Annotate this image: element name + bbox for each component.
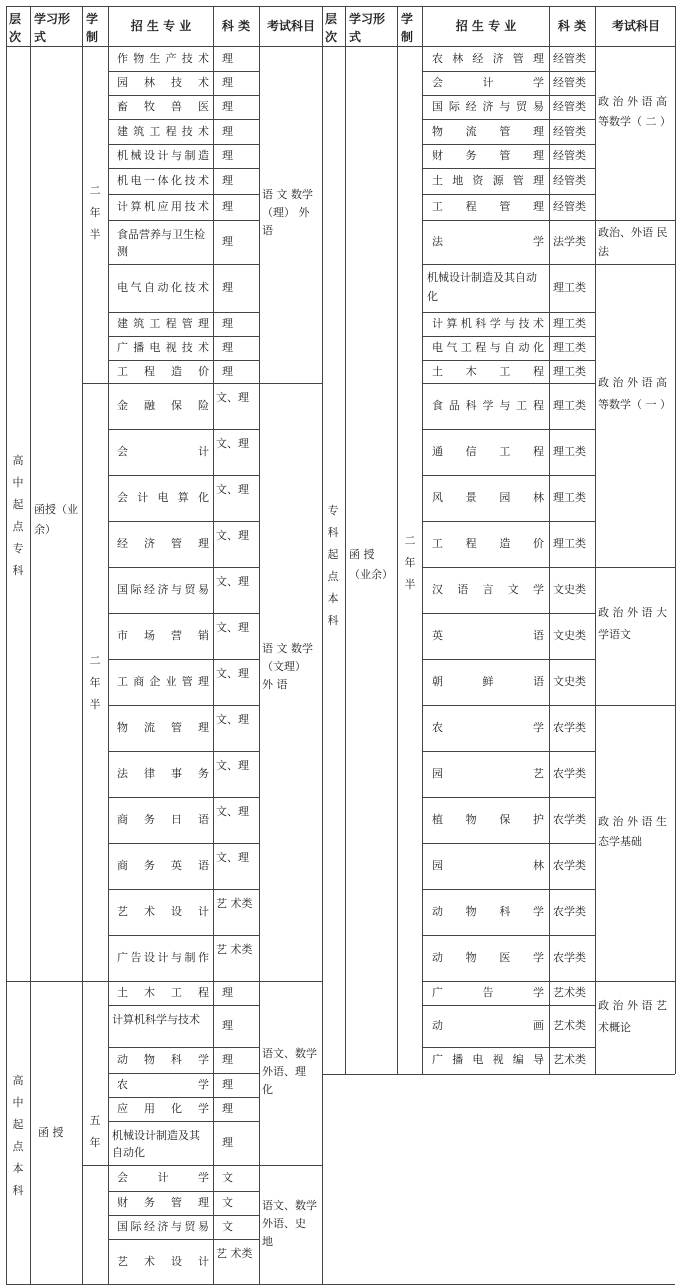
major-row: 法 学 <box>432 235 544 248</box>
table-border <box>422 521 595 522</box>
header-major-right: 招 生 专 业 <box>455 19 517 33</box>
major-row: 商 务 英 语 <box>117 859 209 872</box>
category-cell: 理 <box>222 1078 233 1091</box>
category-cell: 理工类 <box>553 445 586 458</box>
major-row: 动 物 科 学 <box>117 1053 209 1066</box>
category-cell: 理 <box>222 174 233 187</box>
table-border <box>549 6 550 1074</box>
table-border <box>422 935 595 936</box>
table-border <box>82 1165 108 1166</box>
table-border <box>595 705 675 706</box>
category-cell: 理 <box>222 76 233 89</box>
major-row: 作 物 生 产 技 术 <box>117 51 209 65</box>
exam-subjects-b: 语 文 数学（文理） 外 语 <box>262 642 313 691</box>
major-row: 计 算 机 科 学 与 技 术 <box>432 317 544 330</box>
major-row: 机 械 设 计 与 制 造 <box>117 149 209 162</box>
table-border <box>108 1215 259 1216</box>
category-cell: 理工类 <box>553 341 586 354</box>
major-row: 物 流 管 理 <box>432 124 544 138</box>
category-cell: 理 <box>222 986 233 999</box>
table-border <box>108 1005 259 1006</box>
category-cell: 理工类 <box>553 317 586 330</box>
major-row: 机 电 一 体 化 技 术 <box>117 174 209 187</box>
table-border <box>108 1165 259 1166</box>
table-border <box>108 613 259 614</box>
table-border <box>30 6 31 1284</box>
category-cell: 文、理 <box>216 851 249 864</box>
table-border <box>6 1284 675 1285</box>
table-border <box>422 360 595 361</box>
category-cell: 文 <box>222 1196 233 1209</box>
exam-subjects-c: 语文、数学外语、理 化 <box>262 1047 317 1096</box>
category-cell: 文史类 <box>553 675 586 688</box>
category-cell: 文、理 <box>216 391 249 404</box>
category-cell: 文、理 <box>216 437 249 450</box>
major-row: 土 木 工 程 <box>432 364 544 378</box>
major-row: 英 语 <box>432 629 544 642</box>
major-row: 园 林 <box>432 859 544 872</box>
table-border <box>422 981 595 982</box>
table-border <box>108 751 259 752</box>
header-duration: 学制 <box>86 12 99 44</box>
table-border <box>345 6 346 1074</box>
category-cell: 艺术类 <box>553 1053 586 1066</box>
table-border <box>108 1121 259 1122</box>
major-row: 国 际 经 济 与 贸 易 <box>432 100 544 113</box>
study-form-right: 函 授 （业余） <box>349 548 393 581</box>
table-border <box>108 220 259 221</box>
table-border <box>259 383 322 384</box>
category-cell: 经管类 <box>553 124 586 138</box>
table-border <box>108 1047 259 1048</box>
category-cell: 理工类 <box>553 364 586 378</box>
table-border <box>595 981 675 982</box>
major-row: 艺 术 设 计 <box>117 905 209 918</box>
category-cell: 理 <box>222 100 233 113</box>
exam-subjects-r1: 政 治 外 语 高等数学（ 二 ） <box>598 95 671 128</box>
table-border <box>6 46 675 47</box>
table-border <box>422 659 595 660</box>
table-border <box>422 429 595 430</box>
category-cell: 理 <box>222 1053 233 1066</box>
table-border <box>108 475 259 476</box>
category-cell: 理 <box>222 200 233 213</box>
table-border <box>108 1073 259 1074</box>
exam-subjects-r4: 政 治 外 语 生态学基础 <box>598 815 667 848</box>
major-row: 建 筑 工 程 管 理 <box>117 317 209 330</box>
table-border <box>675 6 676 1074</box>
table-border <box>108 1097 259 1098</box>
category-cell: 文史类 <box>553 583 586 596</box>
table-border <box>108 264 259 265</box>
major-row: 财 务 管 理 <box>432 149 544 162</box>
category-cell: 农学类 <box>553 859 586 872</box>
header-duration-right: 学制 <box>401 12 414 44</box>
major-row: 食品营养与卫生检测 <box>117 228 205 258</box>
category-cell: 理 <box>222 341 233 354</box>
category-cell: 文、理 <box>216 483 249 496</box>
table-border <box>108 659 259 660</box>
header-exam: 考试科目 <box>266 19 315 33</box>
table-border <box>422 843 595 844</box>
table-border <box>322 1074 675 1075</box>
header-level: 层次 <box>9 12 22 44</box>
level-high-school-to-bachelor: 高中起点本科 <box>12 1074 24 1197</box>
table-border <box>108 6 109 1284</box>
category-cell: 经管类 <box>553 100 586 113</box>
table-border <box>422 220 595 221</box>
major-row: 畜 牧 兽 医 <box>117 100 209 113</box>
table-border <box>108 119 259 120</box>
category-cell: 理工类 <box>553 399 586 412</box>
exam-subjects-a: 语 文 数学（理） 外 语 <box>262 188 313 237</box>
table-border <box>422 383 595 384</box>
major-row: 通 信 工 程 <box>432 445 544 458</box>
category-cell: 理 <box>222 235 233 248</box>
table-border <box>422 119 595 120</box>
table-border <box>422 751 595 752</box>
category-cell: 理 <box>222 317 233 330</box>
study-form-gqz: 函授（业余） <box>34 503 78 536</box>
category-cell: 理 <box>222 1019 233 1032</box>
category-cell: 文、理 <box>216 667 249 680</box>
table-border <box>108 336 259 337</box>
major-row: 机械设计制造及其自动化 <box>427 271 537 303</box>
table-border <box>6 6 675 7</box>
table-border <box>108 312 259 313</box>
category-cell: 文、理 <box>216 621 249 634</box>
table-border <box>422 95 595 96</box>
major-row: 艺 术 设 计 <box>117 1254 209 1268</box>
duration-b: 二年半 <box>89 654 101 711</box>
category-cell: 文 <box>222 1171 233 1184</box>
level-college-to-bachelor: 专科起点本科 <box>327 504 339 627</box>
major-row: 会 计 学 <box>117 1171 209 1184</box>
table-border <box>422 336 595 337</box>
table-border <box>108 1191 259 1192</box>
category-cell: 经管类 <box>553 174 586 187</box>
major-row: 经 济 管 理 <box>117 537 209 550</box>
category-cell: 理 <box>222 281 233 294</box>
major-row: 广 告 学 <box>432 986 544 999</box>
table-border <box>595 567 675 568</box>
major-row: 风 景 园 林 <box>432 491 544 504</box>
study-form-gqb: 函 授 <box>38 1126 64 1139</box>
major-row: 会 计 学 <box>432 76 544 89</box>
category-cell: 经管类 <box>553 76 586 89</box>
category-cell: 农学类 <box>553 813 586 826</box>
major-row: 植 物 保 护 <box>432 813 544 826</box>
header-study-form-right: 学习形式 <box>349 12 386 44</box>
table-border <box>108 935 259 936</box>
exam-subjects-d: 语文、数学外语、史 地 <box>262 1199 317 1248</box>
major-row: 汉 语 言 文 学 <box>432 583 544 596</box>
table-border <box>422 264 595 265</box>
category-cell: 理工类 <box>553 537 586 550</box>
table-border <box>422 1047 595 1048</box>
major-row: 财 务 管 理 <box>117 1196 209 1209</box>
major-row: 园 艺 <box>432 767 544 780</box>
major-row: 国 际 经 济 与 贸 易 <box>117 583 209 596</box>
table-border <box>422 71 595 72</box>
major-row: 国 际 经 济 与 贸 易 <box>117 1220 209 1233</box>
exam-subjects-law: 政治、外语 民 法 <box>598 226 668 258</box>
major-row: 动 物 科 学 <box>432 905 544 918</box>
table-border <box>422 475 595 476</box>
table-border <box>108 71 259 72</box>
category-cell: 理 <box>222 364 233 378</box>
major-row: 应 用 化 学 <box>117 1102 209 1115</box>
category-cell: 文、理 <box>216 529 249 542</box>
major-row: 朝 鲜 语 <box>432 675 544 688</box>
table-border <box>422 6 423 1074</box>
table-border <box>422 1005 595 1006</box>
table-border <box>422 168 595 169</box>
major-row: 农 林 经 济 管 理 <box>432 51 544 65</box>
exam-subjects-r3: 政 治 外 语 大学语文 <box>598 606 667 641</box>
major-row: 广 播 电 视 编 导 <box>432 1053 544 1066</box>
category-cell: 艺 术类 <box>216 897 253 910</box>
table-border <box>213 6 214 1284</box>
major-row: 工 商 企 业 管 理 <box>117 675 209 688</box>
table-border <box>108 843 259 844</box>
major-row: 农 学 <box>117 1078 209 1091</box>
header-category-right: 科 类 <box>557 19 587 33</box>
category-cell: 理 <box>222 1102 233 1115</box>
table-border <box>322 6 323 1284</box>
table-border <box>422 144 595 145</box>
category-cell: 艺 术类 <box>216 1247 253 1260</box>
table-border <box>82 6 83 1284</box>
table-border <box>422 312 595 313</box>
exam-subjects-r2: 政 治 外 语 高等数学（ 一 ） <box>598 376 671 411</box>
table-border <box>422 889 595 890</box>
category-cell: 艺 术类 <box>216 943 253 956</box>
table-border <box>108 168 259 169</box>
table-border <box>595 6 596 1074</box>
table-border <box>108 360 259 361</box>
major-row: 工 程 管 理 <box>432 200 544 213</box>
major-row: 计算机科学与技术 <box>112 1013 200 1026</box>
header-category: 科 类 <box>221 19 251 33</box>
category-cell: 文 <box>222 1220 233 1233</box>
category-cell: 理 <box>222 51 233 65</box>
major-row: 园 林 技 术 <box>117 76 209 89</box>
category-cell: 文、理 <box>216 759 249 772</box>
table-border <box>259 6 260 1284</box>
table-border <box>108 429 259 430</box>
table-border <box>6 6 7 1284</box>
category-cell: 经管类 <box>553 149 586 162</box>
major-row: 食 品 科 学 与 工 程 <box>432 399 544 412</box>
table-border <box>82 383 108 384</box>
major-row: 广 告 设 计 与 制 作 <box>117 951 209 964</box>
category-cell: 经管类 <box>553 51 586 65</box>
major-row: 动 画 <box>432 1019 544 1032</box>
category-cell: 经管类 <box>553 200 586 213</box>
table-border <box>422 567 595 568</box>
category-cell: 农学类 <box>553 905 586 918</box>
table-border <box>595 264 675 265</box>
category-cell: 艺术类 <box>553 986 586 999</box>
category-cell: 文史类 <box>553 629 586 642</box>
major-row: 工 程 造 价 <box>432 537 544 550</box>
table-border <box>397 6 398 1074</box>
category-cell: 农学类 <box>553 767 586 780</box>
category-cell: 农学类 <box>553 721 586 734</box>
table-border <box>108 521 259 522</box>
table-border <box>422 194 595 195</box>
level-high-school-to-college: 高中起点专科 <box>12 454 24 577</box>
table-border <box>108 1239 259 1240</box>
major-row: 计 算 机 应 用 技 术 <box>117 200 209 213</box>
category-cell: 法学类 <box>553 235 586 248</box>
table-border <box>108 567 259 568</box>
duration-right: 二年半 <box>404 534 416 591</box>
category-cell: 理工类 <box>553 281 586 294</box>
major-row: 土 地 资 源 管 理 <box>432 174 544 187</box>
table-border <box>422 705 595 706</box>
header-study-form: 学习形式 <box>34 12 71 44</box>
duration-a: 二年半 <box>89 184 101 241</box>
major-row: 机械设计制造及其自动化 <box>112 1129 200 1159</box>
major-row: 动 物 医 学 <box>432 951 544 964</box>
major-row: 会 计 <box>117 445 209 458</box>
major-row: 土 木 工 程 <box>117 986 209 999</box>
header-exam-right: 考试科目 <box>611 19 660 33</box>
table-border <box>108 797 259 798</box>
major-row: 物 流 管 理 <box>117 721 209 734</box>
major-row: 电 气 工 程 与 自 动 化 <box>432 341 544 354</box>
category-cell: 艺术类 <box>553 1019 586 1032</box>
table-border <box>108 705 259 706</box>
category-cell: 理 <box>222 124 233 138</box>
category-cell: 理 <box>222 1136 233 1149</box>
table-border <box>108 383 259 384</box>
table-border <box>108 889 259 890</box>
major-row: 会 计 电 算 化 <box>117 491 209 504</box>
table-border <box>259 1165 322 1166</box>
header-level-right: 层次 <box>325 12 338 44</box>
major-row: 法 律 事 务 <box>117 767 209 780</box>
table-border <box>422 613 595 614</box>
major-row: 商 务 日 语 <box>117 813 209 826</box>
major-row: 电 气 自 动 化 技 术 <box>117 281 209 294</box>
category-cell: 理工类 <box>553 491 586 504</box>
category-cell: 文、理 <box>216 575 249 588</box>
major-row: 广 播 电 视 技 术 <box>117 341 209 354</box>
table-border <box>422 797 595 798</box>
table-border <box>6 981 322 982</box>
major-row: 金 融 保 险 <box>117 399 209 412</box>
header-major: 招 生 专 业 <box>130 19 192 33</box>
table-border <box>108 95 259 96</box>
table-border <box>108 144 259 145</box>
category-cell: 文、理 <box>216 713 249 726</box>
major-row: 市 场 营 销 <box>117 629 209 642</box>
major-row: 建 筑 工 程 技 术 <box>117 124 209 138</box>
category-cell: 文、理 <box>216 805 249 818</box>
duration-c: 五年 <box>89 1114 101 1149</box>
category-cell: 理 <box>222 149 233 162</box>
table-border <box>595 220 675 221</box>
category-cell: 农学类 <box>553 951 586 964</box>
exam-subjects-r5: 政 治 外 语 艺术概论 <box>598 999 667 1034</box>
major-row: 农 学 <box>432 721 544 734</box>
major-row: 工 程 造 价 <box>117 364 209 378</box>
table-border <box>108 194 259 195</box>
